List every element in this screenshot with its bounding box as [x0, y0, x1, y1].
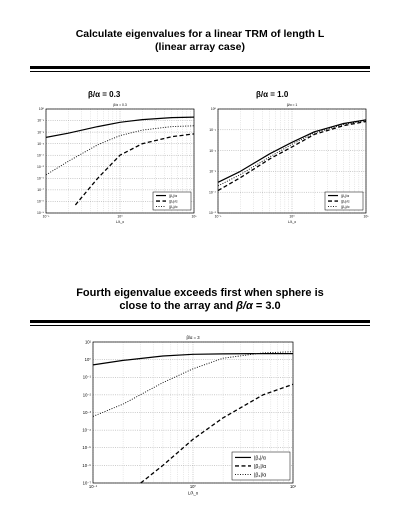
x-tick-label: 10¹	[363, 214, 369, 219]
series-group	[46, 117, 194, 205]
legend-label: |β₄|/α	[254, 472, 267, 479]
slide1-rule-thick	[30, 66, 370, 69]
y-tick-label: 10⁻³	[82, 409, 91, 415]
slide2-title	[0, 287, 400, 313]
y-tick-label: 10⁻⁴	[36, 153, 44, 158]
y-tick-label: 10⁻⁷	[82, 480, 91, 486]
x-tick-label: 10⁻¹	[42, 214, 50, 219]
slide2-title-ratio: β/α	[236, 300, 253, 312]
y-tick-label: 10⁻⁴	[208, 190, 216, 195]
chart-title: β/α = 1	[286, 103, 298, 107]
legend-label: |β₂|/α	[169, 199, 178, 204]
x-tick-label: 10¹	[191, 214, 197, 219]
legend-label: |β₁|/α	[341, 193, 350, 198]
slide1-title-line1: Calculate eigenvalues for a linear TRM of length L	[75, 28, 325, 40]
chart2-condition-label: β/α = 1.0	[256, 90, 289, 99]
y-tick-label: 10¹	[84, 339, 91, 345]
chart-beta-0-3	[28, 100, 198, 233]
x-tick-label: 10¹	[289, 484, 297, 490]
chart-beta-1-0	[200, 100, 370, 233]
y-tick-label: 10⁻⁵	[82, 445, 91, 451]
legend-label: |β₁|/α	[254, 455, 266, 462]
y-tick-label: 10⁻²	[82, 392, 91, 398]
y-tick-label: 10⁻²	[209, 148, 216, 153]
x-axis-label: L/λ_o	[187, 490, 199, 496]
x-tick-label: 10⁻¹	[88, 484, 98, 490]
slide2-title-line1: Fourth eigenvalue exceeds first when sphere is	[76, 287, 324, 299]
chart-title: β/α = 0.3	[113, 103, 127, 107]
slide1-rule-thin	[30, 71, 370, 72]
slide1-title-line2: (linear array case)	[155, 41, 245, 53]
y-tick-label: 10⁻³	[209, 169, 216, 174]
chart-title: β/α = 3	[186, 335, 200, 340]
y-tick-label: 10⁻¹	[82, 374, 91, 380]
y-tick-label: 10⁰	[210, 107, 216, 112]
y-tick-label: 10⁻⁵	[209, 211, 216, 216]
slide2-title-line2	[0, 300, 400, 313]
y-tick-label: 10⁰	[84, 357, 91, 363]
x-tick-label: 10⁰	[117, 214, 123, 219]
y-tick-label: 10⁻⁸	[37, 199, 44, 204]
y-tick-label: 10⁻⁹	[36, 211, 44, 216]
y-tick-label: 10⁻¹	[209, 127, 216, 132]
y-tick-label: 10⁻²	[37, 130, 44, 135]
legend-label: |β₃|/α	[169, 204, 178, 209]
y-tick-label: 10⁻¹	[37, 118, 44, 123]
legend-label: |β₁|/α	[169, 193, 178, 198]
y-tick-label: 10⁻⁶	[37, 176, 44, 181]
y-tick-label: 10⁻⁵	[37, 164, 44, 169]
x-tick-label: 10⁰	[289, 214, 295, 219]
x-axis-label: L/λ_o	[287, 219, 297, 224]
legend-label: |β₃|/α	[341, 204, 350, 209]
y-tick-label: 10⁻³	[37, 141, 44, 146]
x-tick-label: 10⁰	[189, 484, 197, 490]
y-tick-label: 10⁰	[38, 107, 44, 112]
slide1-title	[0, 28, 400, 54]
chart-beta-3	[70, 332, 305, 500]
slide2-title-line2-prefix: close to the array and	[119, 300, 237, 312]
y-tick-label: 10⁻⁶	[82, 462, 91, 468]
y-tick-label: 10⁻⁴	[82, 427, 91, 433]
slide2-rule-thick	[30, 320, 370, 323]
x-tick-label: 10⁻¹	[214, 214, 222, 219]
y-tick-label: 10⁻⁷	[37, 188, 44, 193]
legend-label: |β₂|/α	[254, 463, 267, 470]
legend-label: |β₂|/α	[341, 199, 350, 204]
slide2-rule-thin	[30, 325, 370, 326]
slide2-title-line2-suffix: = 3.0	[252, 300, 281, 312]
chart1-condition-label: β/α = 0.3	[88, 90, 121, 99]
x-axis-label: L/λ_o	[115, 219, 125, 224]
